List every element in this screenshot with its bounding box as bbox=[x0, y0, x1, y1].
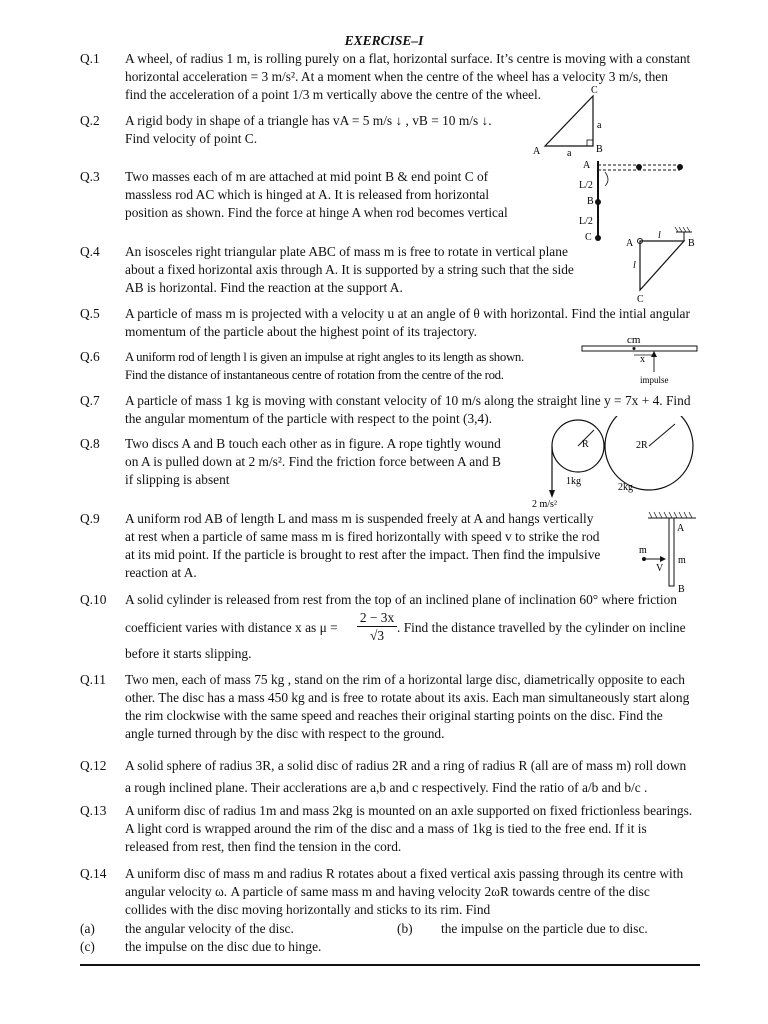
question-number: Q.1 bbox=[80, 51, 100, 66]
bottom-divider bbox=[80, 964, 700, 966]
fraction-denominator: √3 bbox=[369, 628, 385, 643]
q9-hanging-rod-figure bbox=[632, 508, 702, 592]
label-c: C bbox=[585, 232, 592, 243]
question-number: Q.5 bbox=[80, 306, 100, 321]
question-number: Q.14 bbox=[80, 866, 107, 881]
question-number: Q.2 bbox=[80, 113, 100, 128]
label-c: C bbox=[591, 85, 598, 96]
question-number: Q.7 bbox=[80, 393, 100, 408]
label-1kg: 1kg bbox=[566, 476, 581, 487]
option-b-text: the impulse on the particle due to disc. bbox=[441, 921, 648, 936]
label-m-particle: m bbox=[639, 545, 647, 556]
question-number: Q.4 bbox=[80, 244, 100, 259]
label-a: A bbox=[677, 523, 685, 534]
option-a-text: the angular velocity of the disc. bbox=[125, 921, 294, 936]
label-m-rod: m bbox=[678, 555, 686, 566]
label-2kg: 2kg bbox=[618, 482, 633, 493]
option-c-label: (c) bbox=[80, 939, 95, 954]
question-number: Q.13 bbox=[80, 803, 107, 818]
label-a: A bbox=[583, 160, 591, 171]
question-text: Two discs A and B touch each other as in figure. A rope tightly wound on A is pulled down at 2 m/s². Find the friction force between A and B if slipping is absent bbox=[125, 436, 501, 487]
question-text: A uniform rod AB of length L and mass m is suspended freely at A and hangs vertically at rest when a particle of same mass m is fired horizontally with speed v to strike the rod at its mid point. If the particle is brought to rest after the impact. Then find the impulsive reaction at A. bbox=[125, 511, 601, 580]
label-l-top: l bbox=[658, 230, 661, 241]
question-text: A rigid body in shape of a triangle has vA = 5 m/s ↓ , vB = 10 m/s ↓. Find velocity of point C. bbox=[125, 113, 492, 146]
question-number: Q.10 bbox=[80, 592, 107, 607]
question-text: A particle of mass 1 kg is moving with constant velocity of 10 m/s along the straight line y = 7x + 4. Find the angular momentum of the particle with respect to the point (3,4). bbox=[125, 393, 691, 426]
question-number: Q.3 bbox=[80, 169, 100, 184]
label-a: A bbox=[626, 238, 634, 249]
q2-triangle-figure bbox=[525, 84, 615, 156]
label-cm: cm bbox=[627, 334, 641, 346]
fraction-numerator: 2 − 3x bbox=[357, 609, 397, 627]
question-number: Q.9 bbox=[80, 511, 100, 526]
question-text: A uniform disc of radius 1m and mass 2kg is mounted on an axle supported on fixed frictionless bearings. A light cord is wrapped around the rim of the disc and a mass of 1kg is tied to the free end. If it is released from rest, then find the tension in the cord. bbox=[125, 803, 693, 854]
label-x: x bbox=[640, 354, 645, 365]
label-l1: L/2 bbox=[579, 180, 593, 191]
question-number: Q.12 bbox=[80, 758, 107, 773]
exercise-title: EXERCISE–I bbox=[344, 33, 424, 48]
label-v: V bbox=[656, 563, 664, 574]
label-a-side: a bbox=[597, 120, 602, 131]
question-number: Q.6 bbox=[80, 349, 100, 364]
option-c-text: the impulse on the disc due to hinge. bbox=[125, 939, 322, 954]
option-b-label: (b) bbox=[397, 921, 413, 936]
question-text: A particle of mass m is projected with a velocity u at an angle of θ with horizontal. Find the intial angular momentum of the particle about the highest point of its trajectory. bbox=[125, 306, 690, 339]
label-impulse: impulse bbox=[640, 375, 669, 385]
label-r: R bbox=[582, 439, 589, 450]
label-a: A bbox=[533, 146, 541, 156]
label-a-base: a bbox=[567, 148, 572, 156]
question-text: A uniform disc of mass m and radius R rotates about a fixed vertical axis passing through its centre with angular velocity ω. A particle of same mass m and having velocity 2ωR towards centre of the disc collides with the disc moving horizontally and sticks to its rim. Find bbox=[125, 866, 684, 917]
label-l-side: l bbox=[633, 260, 636, 271]
option-a-label: (a) bbox=[80, 921, 95, 936]
question-text: A uniform rod of length l is given an impulse at right angles to its length as shown. Find the distance of instantaneous centre of rotation from the centre of the rod. bbox=[125, 350, 524, 382]
label-b: B bbox=[596, 144, 603, 155]
q8-two-discs-figure bbox=[528, 416, 700, 510]
label-acceleration: 2 m/s² bbox=[532, 499, 557, 510]
q4-triangular-plate-figure bbox=[622, 224, 702, 304]
question-number: Q.8 bbox=[80, 436, 100, 451]
question-text: Two men, each of mass 75 kg , stand on the rim of a horizontal large disc, diametrically opposite to each other. The disc has a mass 450 kg and is free to rotate about its axis. Each man simultaneously start along the rim clockwise with the same speed and reaches their original starting points on the disc. Find the angle turned through by the disc with respect to the ground. bbox=[125, 672, 690, 741]
question-number: Q.11 bbox=[80, 672, 106, 687]
question-text: Two masses each of m are attached at mid point B & end point C of massless rod AC which is hinged at A. It is released from horizontal position as shown. Find the force at hinge A when rod becomes vertical bbox=[125, 169, 508, 220]
question-text: A solid sphere of radius 3R, a solid disc of radius 2R and a ring of radius R (all are of mass m) roll down a rough inclined plane. Their acclerations are a,b and c respectively. Find the ratio of a/b and b/c . bbox=[125, 758, 687, 795]
question-text: A wheel, of radius 1 m, is rolling purely on a flat, horizontal surface. It’s centre is moving with a constant horizontal acceleration = 3 m/s². At a moment when the centre of the wheel has a velocity 3 m/s, then find the acceleration of a point 1/3 m vertically above the centre of the wheel. bbox=[125, 51, 691, 102]
label-2r: 2R bbox=[636, 440, 648, 451]
label-b: B bbox=[688, 238, 695, 249]
label-l2: L/2 bbox=[579, 216, 593, 227]
label-b: B bbox=[587, 196, 594, 207]
label-b: B bbox=[678, 584, 685, 592]
q6-rod-impulse-figure bbox=[578, 332, 703, 388]
label-c: C bbox=[637, 294, 644, 304]
question-text: A solid cylinder is released from rest from the top of an inclined plane of inclination 60° where friction coefficient varies with distance x as μ = $\frac{2 - 3x}{√3}$ . Find the distance travelled by the cylinder on incline before it starts slipping. bbox=[125, 592, 686, 661]
mu-fraction bbox=[357, 609, 397, 644]
question-text: An isosceles right triangular plate ABC of mass m is free to rotate in vertical plane about a fixed horizontal axis through A. It is supported by a string such that the side AB is horizontal. Find the reaction at the support A. bbox=[125, 244, 574, 295]
